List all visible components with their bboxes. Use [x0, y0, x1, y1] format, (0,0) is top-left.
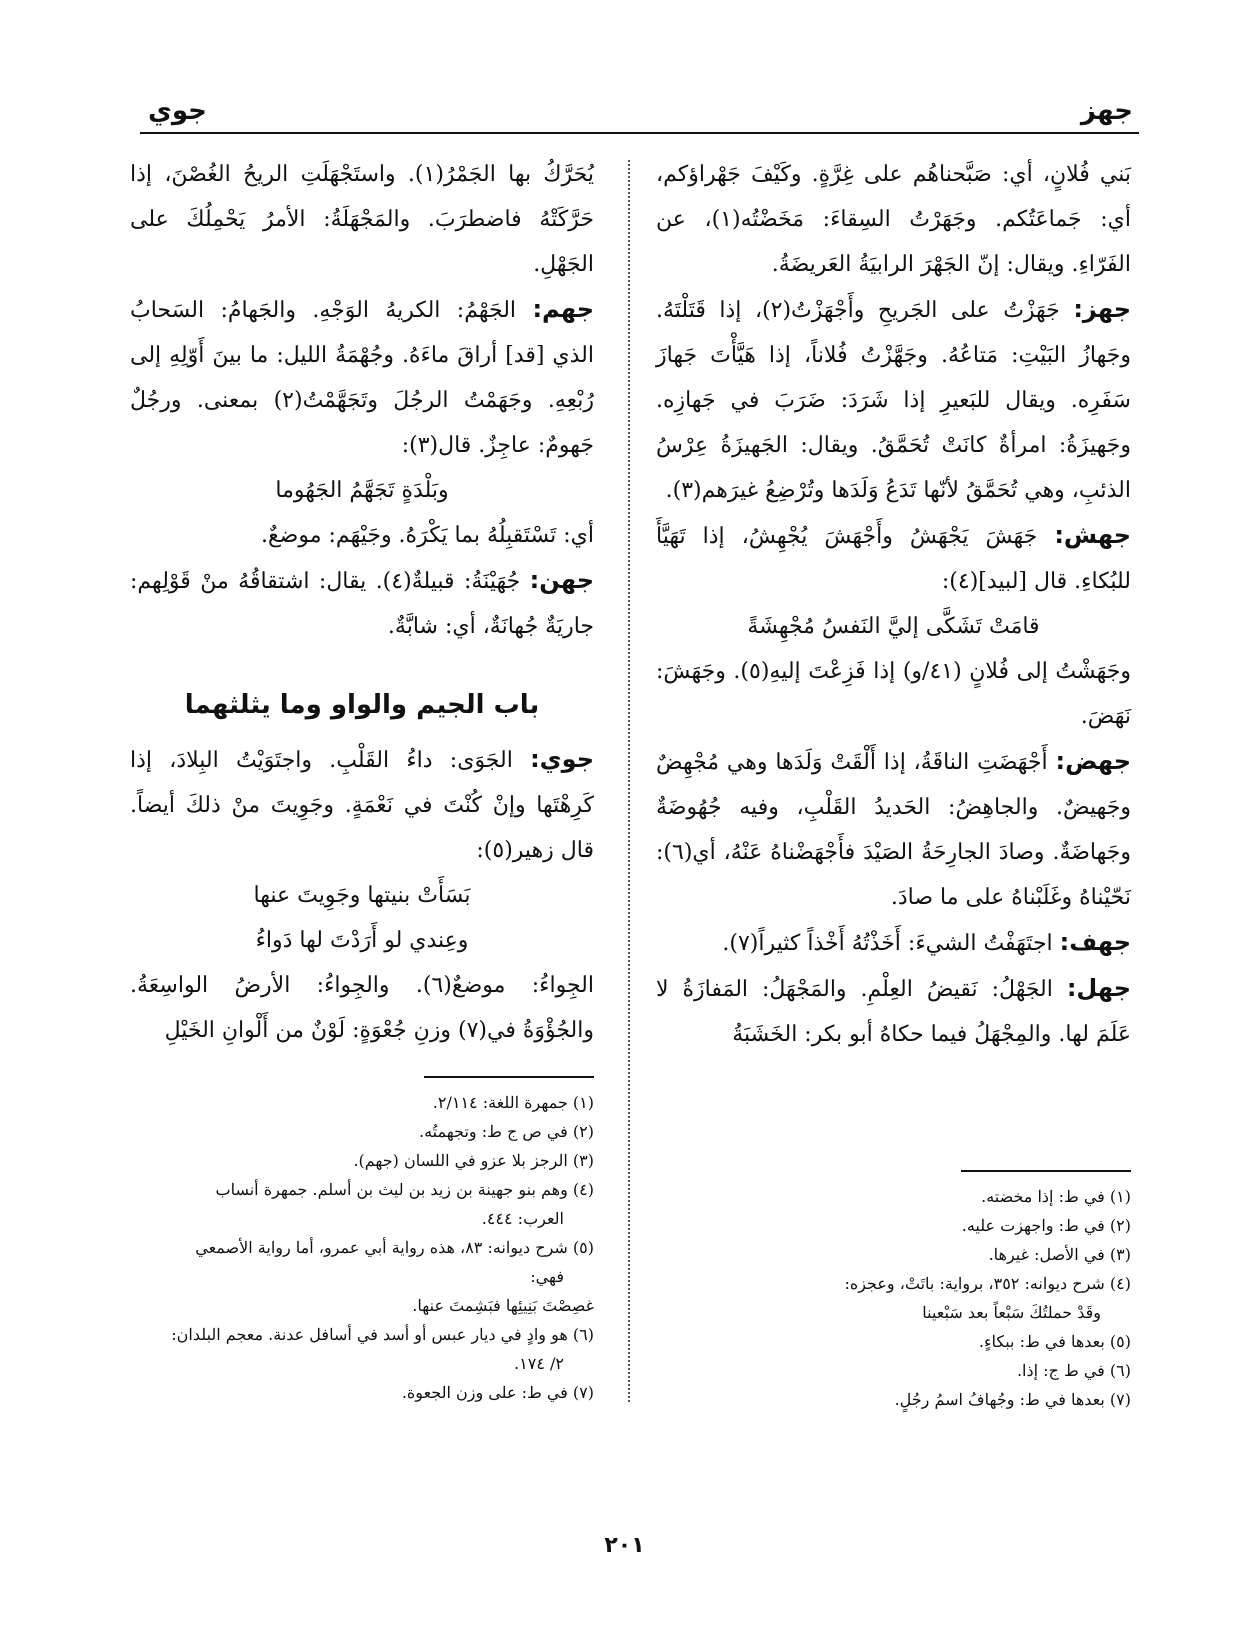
entry-text: يُحَرَّكُ بها الجَمْرُ(١). واستَجْهَلَتِ الريحُ الغُصْنَ، إذا حَرَّكَتْهُ فاضطرَبَ. والمَجْهَلَةُ: الأمرُ يَحْمِلُكَ على الجَهْلِ.	[130, 162, 594, 277]
entry-text: جَهَشَ يَجْهَشُ وأَجْهَشَ يُجْهِشُ، إذا تَهَيَّأَ للبُكاءِ. قال [لبيد](٤):	[656, 524, 1131, 594]
footnote: (٤) وهم بنو جهينة بن زيد بن ليث بن أسلم. جمهرة أنساب	[215, 1180, 594, 1199]
right-entry	[656, 513, 1131, 604]
left-entry	[130, 152, 594, 287]
footnote: (١) في ط: إذا مخضته.	[981, 1187, 1131, 1206]
entry-text: بَني فُلانٍ، أي: صَبَّحناهُم على غِرَّةٍ. وكَيْفَ جَهْراؤكم، أي: جَماعَتُكم. وجَهَرْتُ السِقاءَ: مَخَضْتُه(١)، عن الفَرّاءِ. ويقال: إنّ الجَهْرَ الرابيَةُ العَريضَةُ.	[656, 162, 1131, 277]
right-entry	[656, 920, 1131, 966]
footnote: (٦) هو وادٍ في ديار عبس أو أسد في أسافل عدنة. معجم البلدان:	[171, 1325, 594, 1344]
entry-text: الجَهْمُ: الكريهُ الوَجْهِ. والجَهامُ: السَحابُ الذي [قد] أراقَ ماءَهُ. وجُهْمَةُ الليل: ما بينَ أَوّلِهِ إلى رُبْعِهِ. وجَهَمْتُ الرجُلَ وتَجَهَّمْتُ(٢) بمعنى. ورجُلٌ جَهومٌ: عاجِزٌ. قال(٣):	[130, 298, 594, 458]
right-entry	[656, 287, 1131, 513]
footnote-rule	[961, 1170, 1131, 1172]
entry-headword: جهم:	[532, 295, 594, 323]
entry-headword: جهف:	[1059, 928, 1131, 956]
footnote: غصِصْتَ بَنِيئِها فبَشِمتَ عنها.	[412, 1296, 594, 1315]
footnote: (٤) شرح ديوانه: ٣٥٢، برواية: باتَتْ، وعجزه:	[844, 1274, 1131, 1293]
entry-text: جَهَزْتُ على الجَريحِ وأَجْهَزْتُ(٢)، إذا قَتَلْتَهُ. وجَهازُ البَيْتِ: مَتاعُهُ. وجَهَّزْتُ فُلاناً، إذا هَيَّأْتَ جَهازَ سَفَرِه. ويقال للبَعيرِ إذا شَرَدَ: ضَرَبَ في جَهازِه. وجَهيزَةُ: امرأةٌ كانَتْ تُحَمَّقُ. ويقال: الجَهيزَةُ عِرْسُ الذئبِ، وهي تُحَمَّقُ لأنّها تَدَعُ وَلَدَها وتُرْضِعُ غيرَهم(٣).	[656, 298, 1131, 503]
left-entry	[130, 287, 594, 468]
running-header-left: جوي	[148, 96, 207, 126]
entry-text: الجَوَى: داءُ القَلْبِ. واجتَوَيْتُ البِلادَ، إذا كَرِهْتَها وإنْ كُنْتَ في نَعْمَةٍ. وجَوِيتَ منْ ذلكَ أيضاً. قال زهير(٥):	[130, 748, 594, 863]
entry-text: أَجْهَضَتِ الناقَةُ، إذا أَلْقَتْ وَلَدَها وهي مُجْهِضٌ وجَهيضٌ. والجاهِضُ: الحَديدُ القَلْبِ، وفيه جُهُوضَةٌ وجَهاضَةٌ. وصادَ الجارِحَةُ الصَيْدَ فأَجْهَضْناهُ عَنْهُ، أي(٦): نَحّيْناهُ وغَلَبْناهُ على ما صادَ.	[656, 750, 1131, 910]
footnote: (٧) في ط: على وزن الجعوة.	[401, 1383, 594, 1402]
footnote: وقَدْ حملتُكَ سَبْعاً بعد سَبْعينا	[922, 1303, 1101, 1322]
header-rule	[140, 132, 1139, 134]
footnote: (٥) بعدها في ط: ببكاءٍ.	[978, 1332, 1131, 1351]
entry-headword: جهز:	[1073, 295, 1131, 323]
page-number: ٢٠١	[604, 1533, 645, 1558]
entry-text: أي: تَسْتَقبِلُهُ بما يَكْرَهُ. وجَيْهَم: موضعٌ.	[260, 523, 594, 548]
left-verse: وعِندي لو أَرَدْتَ لها دَواءُ	[255, 928, 469, 953]
section-title: باب الجيم والواو وما يثلثهما	[184, 690, 540, 720]
footnote: (٥) شرح ديوانه: ٨٣، هذه رواية أبي عمرو، أما رواية الأصمعي	[195, 1238, 594, 1257]
left-entry	[130, 558, 594, 649]
footnote: (٧) بعدها في ط: وجُهافُ اسمُ رجُلٍ.	[894, 1390, 1131, 1409]
left-entry	[130, 963, 594, 1053]
footnote: ٢/ ١٧٤.	[514, 1354, 564, 1373]
left-entry	[130, 737, 594, 873]
entry-text: الجَهْلُ: نَقيضُ العِلْمِ. والمَجْهَلُ: المَفازَةُ لا عَلَمَ لها. والمِجْهَلُ فيما حكاهُ أبو بكر: الخَشَبَةُ	[656, 977, 1131, 1047]
footnote: فهي:	[530, 1267, 564, 1286]
left-column	[130, 152, 594, 1053]
entry-text: جُهَيْنَةُ: قبيلةٌ(٤). يقال: اشتقاقُهُ منْ قَوْلِهم: جاريَةٌ جُهانَةٌ، أي: شابَّةٌ.	[130, 569, 594, 639]
entry-headword: جهض:	[1055, 747, 1131, 775]
left-entry	[130, 513, 594, 558]
entry-headword: جوي:	[530, 745, 594, 773]
footnote: (١) جمهرة اللغة: ٢/١١٤.	[432, 1093, 594, 1112]
running-header-right: جهز	[1080, 96, 1133, 126]
footnote: (٢) في ط: واجهزت عليه.	[961, 1216, 1131, 1235]
footnote-rule	[424, 1076, 594, 1078]
right-column	[656, 152, 1131, 1057]
entry-text: الجِواءُ: موضعٌ(٦). والجِواءُ: الأرضُ الواسِعَةُ. والجُؤْوَةُ في(٧) وزنِ جُعْوَةٍ: لَوْنٌ من أَلْوانِ الخَيْلِ	[130, 973, 594, 1043]
right-entry	[656, 649, 1131, 739]
footnotes-left	[130, 1076, 594, 1407]
left-verse: وبَلْدَةٍ تَجَهَّمُ الجَهُوما	[275, 478, 449, 503]
right-entry	[656, 152, 1131, 287]
right-entry	[656, 966, 1131, 1057]
left-verse: بَسَأَتْ بنيتها وجَوِيتَ عنها	[253, 883, 471, 908]
entry-text: اجتَهَفْتُ الشيءَ: أَخَذْتُهُ أَخْذاً كثيراً(٧).	[722, 931, 1053, 956]
footnote: (٦) في ط ج: إذا.	[1016, 1361, 1131, 1380]
footnotes-right	[656, 1170, 1131, 1414]
entry-headword: جهش:	[1054, 521, 1131, 549]
footnote: (٣) في الأصل: غيرها.	[988, 1245, 1131, 1264]
right-verse: قامَتْ تَشَكَّى إليَّ النَفسُ مُجْهِشَةً	[747, 614, 1040, 639]
entry-headword: جهن:	[529, 566, 594, 594]
footnote: (٣) الرجز بلا عزو في اللسان (جهم).	[353, 1151, 594, 1170]
column-divider	[628, 160, 630, 1402]
entry-headword: جهل:	[1066, 974, 1131, 1002]
footnote: العرب: ٤٤٤.	[481, 1209, 564, 1228]
entry-text: وجَهَشْتُ إلى فُلانٍ (٤١/و) إذا فَزِعْتَ إليهِ(٥). وجَهَشَ: نَهَضَ.	[656, 659, 1131, 729]
right-entry	[656, 739, 1131, 920]
footnote: (٢) في ص ج ط: وتجهمتُه.	[419, 1122, 594, 1141]
